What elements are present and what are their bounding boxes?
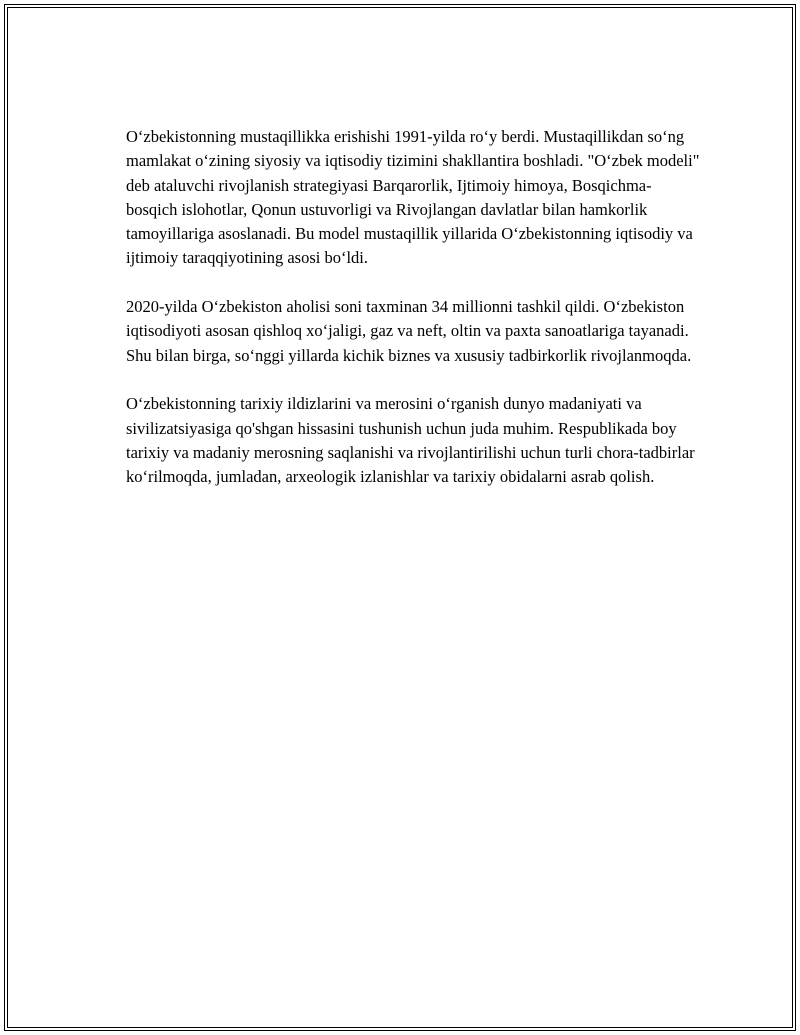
paragraph-population-economy: 2020-yilda O‘zbekiston aholisi soni taxminan 34 millionni tashkil qildi. O‘zbekiston iqtisodiyoti asosan qishloq xo‘jaligi, gaz va neft, oltin va paxta sanoatlariga tayanadi. Shu bilan birga, so‘nggi yillarda kichik biznes va xususiy tadbirkorlik rivojlanmoqda.: [126, 297, 692, 365]
page-border: [4, 4, 796, 1031]
paragraph-heritage: O‘zbekistonning tarixiy ildizlarini va merosini o‘rganish dunyo madaniyati va sivilizatsiyasiga qo'shgan hissasini tushunish uchun juda muhim. Respublikada boy tarixiy va madaniy merosning saqlanishi va rivojlantirilishi uchun turli chora-tadbirlar ko‘rilmoqda, jumladan, arxeologik izlanishlar va tarixiy obidalarni asrab qolish.: [126, 394, 695, 487]
paragraph-independence: O‘zbekistonning mustaqillikka erishishi 1991-yilda ro‘y berdi. Mustaqillikdan so‘ng mamlakat o‘zining siyosiy va iqtisodiy tizimini shakllantira boshladi. "O‘zbek modeli" deb ataluvchi rivojlanish strategiyasi Barqarorlik, Ijtimoiy himoya, Bosqichma-bosqich islohotlar, Qonun ustuvorligi va Rivojlangan davlatlar bilan hamkorlik tamoyillariga asoslanadi. Bu model mustaqillik yillarida O‘zbekistonning iqtisodiy va ijtimoiy taraqqiyotining asosi bo‘ldi.: [126, 127, 700, 268]
document-body: [126, 125, 701, 514]
